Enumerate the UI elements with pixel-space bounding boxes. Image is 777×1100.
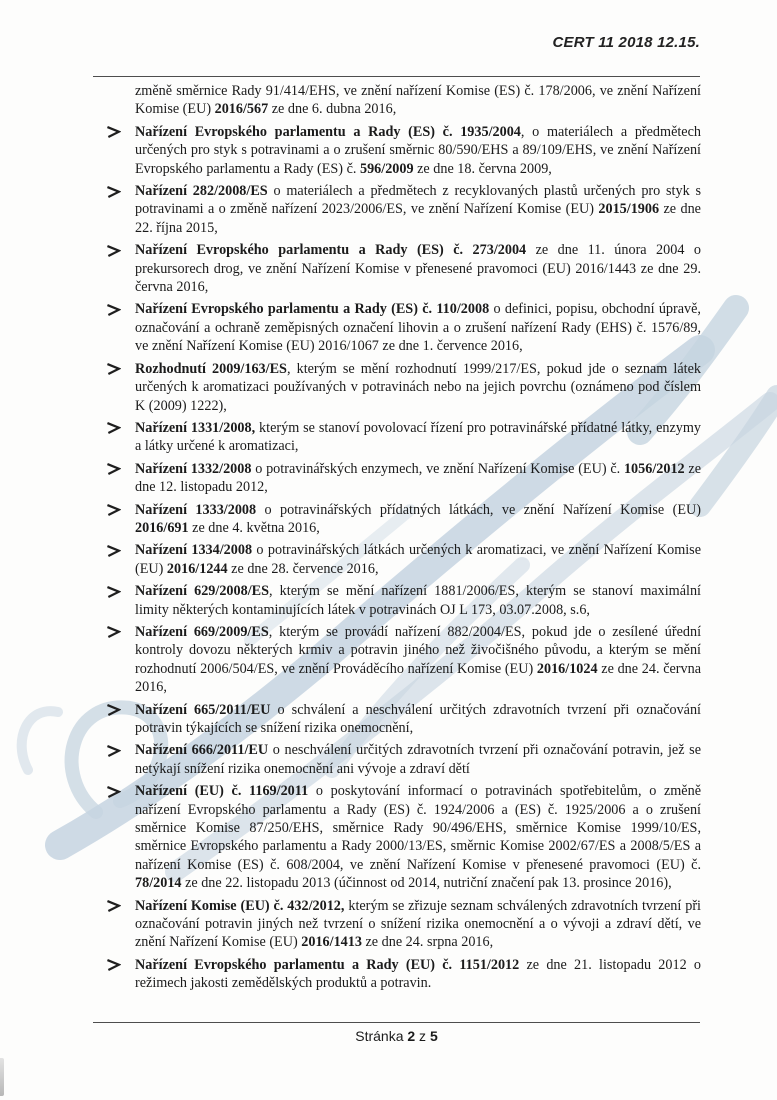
regulation-number-bold: Nařízení Evropského parlamentu a Rady (ES) č. 273/2004: [135, 242, 527, 259]
list-item: [135, 182, 701, 237]
regulation-text: o potravinářských enzymech, ve znění Nařízení Komise (EU) č.: [251, 460, 624, 477]
regulation-text: kterým se stanoví povolovací řízení pro potravinářské přídatné látky, enzymy a látky určené k aromatizaci,: [135, 419, 701, 455]
regulation-number-bold: Nařízení Evropského parlamentu a Rady (ES) č. 110/2008: [135, 301, 490, 318]
list-item: [135, 501, 701, 538]
regulation-text: , kterým se mění nařízení 1881/2006/ES, kterým se stanoví maximální limity některých kontaminujících látek v potravinách OJ L 173, 03.07.2008, s.6,: [135, 583, 701, 618]
list-item: [135, 419, 701, 456]
regulation-number-bold: Nařízení 1334/2008: [135, 542, 253, 559]
arrow-bullet-icon: [106, 462, 121, 476]
regulation-text: o materiálech a předmětech z recyklovaných plastů určených pro styk s potravinami a o změně nařízení 2023/2006/ES, ve znění Nařízení Komise (EU): [135, 183, 701, 218]
arrow-bullet-icon: [106, 544, 121, 558]
regulation-text: ze dne 24. června 2016,: [135, 660, 701, 696]
regulation-text: ze dne 4. května 2016,: [188, 519, 320, 536]
list-item: [135, 782, 701, 892]
arrow-bullet-icon: [106, 185, 121, 199]
list-item: [135, 701, 701, 738]
list-item: [135, 460, 701, 497]
regulation-text: Stránka: [355, 1028, 408, 1044]
arrow-bullet-icon: [106, 899, 121, 913]
list-item: [135, 241, 701, 296]
regulation-number-bold: 2016/1413: [301, 934, 362, 951]
arrow-bullet-icon: [106, 303, 121, 317]
regulation-number-bold: 5: [429, 1028, 438, 1044]
regulation-text: , kterým se mění rozhodnutí 1999/217/ES, pokud jde o seznam látek určených k aromatizaci používaných v potravinách nebo na jejich povrchu (oznámeno pod číslem K (2009) 1222),: [135, 360, 701, 414]
list-item: [135, 541, 701, 578]
regulation-text: ze dne 6. dubna 2016,: [268, 101, 397, 118]
arrow-bullet-icon: [106, 503, 121, 517]
regulation-number-bold: Nařízení 629/2008/ES: [135, 583, 270, 600]
arrow-bullet-icon: [106, 244, 121, 258]
regulation-number-bold: 78/2014: [135, 875, 182, 892]
list-item: [135, 741, 701, 778]
regulation-number-bold: Nařízení 1331/2008,: [135, 419, 256, 436]
regulation-number-bold: 2: [407, 1028, 416, 1044]
regulation-text: o potravinářských látkách určených k aromatizaci, ve znění Nařízení Komise (EU): [135, 542, 701, 577]
regulation-text: o definici, popisu, obchodní úpravě, označování a ochraně zeměpisných označení lihovin a o zrušení nařízení Rady (EHS) č. 1576/89, ve znění Nařízení Komise (EU) 2016/1067 ze dne 1. července 2016,: [135, 301, 701, 355]
regulation-text: kterým se zřizuje seznam schválených zdravotních tvrzení při označování potravin jiných než tvrzení o snížení rizika onemocnění a o vývoji a zdraví dětí, ve znění Nařízení Komise (EU): [135, 897, 701, 951]
regulation-number-bold: Nařízení 1333/2008: [135, 501, 257, 518]
document-code: CERT 11 2018 12.15.: [552, 34, 700, 51]
regulation-number-bold: Nařízení 1332/2008: [135, 460, 252, 477]
arrow-bullet-icon: [106, 362, 121, 376]
regulation-number-bold: 596/2009: [359, 160, 414, 177]
regulation-number-bold: Nařízení 666/2011/EU: [135, 742, 269, 759]
regulation-number-bold: Nařízení Evropského parlamentu a Rady (ES) č. 1935/2004: [135, 123, 521, 140]
regulation-list: [135, 82, 701, 997]
regulation-number-bold: 1056/2012: [623, 460, 685, 477]
regulation-number-bold: 2016/691: [135, 519, 189, 536]
regulation-number-bold: 2015/1906: [598, 201, 660, 218]
regulation-number-bold: Nařízení Evropského parlamentu a Rady (EU) č. 1151/2012: [135, 956, 520, 973]
continuation-paragraph: [135, 82, 701, 119]
arrow-bullet-icon: [106, 785, 121, 799]
scan-artifact: [0, 1058, 4, 1096]
list-item: [135, 360, 701, 415]
regulation-text: ze dne 11. února 2004 o prekursorech drog, ve znění Nařízení Komise v přenesené pravomoci (EU) 2016/1443 ze dne 29. června 2016,: [135, 242, 701, 296]
regulation-text: o poskytování informací o potravinách spotřebitelům, o změně nařízení Evropského parlamentu a Rady (ES) č. 1924/2006 a (ES) č. 1925/2006 a o zrušení směrnice Komise 87/250/EHS, směrnice Rady 90/496/EHS, směrnice Komise 1999/10/ES, směrnice Evropského parlamentu a Rady 2000/13/ES, směrnic Komise 2002/67/ES a 2008/5/ES a nařízení Komise (ES) č. 608/2004, ve znění Nařízení Komise v přenesené pravomoci (EU) č.: [135, 783, 701, 873]
regulation-number-bold: Nařízení Komise (EU) č. 432/2012,: [135, 897, 345, 914]
regulation-number-bold: 2016/1024: [536, 660, 598, 677]
list-item: [135, 956, 701, 993]
regulation-number-bold: Rozhodnutí 2009/163/ES: [135, 360, 287, 377]
arrow-bullet-icon: [106, 585, 121, 599]
regulation-text: ze dne 28. července 2016,: [227, 560, 379, 577]
regulation-text: o neschválení určitých zdravotních tvrzení při označování potravin, jež se netýkají snížení rizika onemocnění ani vývoje a zdraví dětí: [135, 742, 701, 777]
regulation-number-bold: 2016/567: [214, 101, 269, 118]
regulation-text: ze dne 21. listopadu 2012 o režimech jakosti zemědělských produktů a potravin.: [135, 956, 701, 992]
footer-divider: [93, 1022, 700, 1023]
regulation-text: , o materiálech a předmětech určených pro styk s potravinami a o zrušení směrnic 80/590/EHS a 89/109/EHS, ve znění Nařízení Evropského parlamentu a Rady (ES) č.: [135, 123, 701, 177]
regulation-text: ze dne 22. října 2015,: [135, 201, 701, 236]
list-item: [135, 123, 701, 178]
regulation-text: ze dne 22. listopadu 2013 (účinnost od 2014, nutriční značení pak 13. prosince 2016),: [181, 875, 672, 892]
regulation-text: ze dne 24. srpna 2016,: [361, 934, 494, 951]
list-item: [135, 300, 701, 355]
arrow-bullet-icon: [106, 703, 121, 717]
regulation-number-bold: Nařízení 282/2008/ES: [135, 183, 268, 200]
regulation-text: změně směrnice Rady 91/414/EHS, ve znění nařízení Komise (ES) č. 178/2006, ve znění Nařízení Komise (EU): [135, 83, 701, 118]
arrow-bullet-icon: [106, 958, 121, 972]
list-item: [135, 582, 701, 619]
regulation-text: o schválení a neschválení určitých zdravotních tvrzení při označování potravin týkajících se snížení rizika onemocnění,: [135, 701, 701, 736]
regulation-text: ze dne 12. listopadu 2012,: [135, 460, 701, 496]
regulation-number-bold: 2016/1244: [166, 560, 228, 577]
list-item: [135, 623, 701, 697]
page-number: [93, 1028, 700, 1044]
arrow-bullet-icon: [106, 125, 121, 139]
arrow-bullet-icon: [106, 421, 121, 435]
list-item: [135, 897, 701, 952]
arrow-bullet-icon: [106, 744, 121, 758]
header-divider: [93, 76, 700, 77]
regulation-text: , kterým se provádí nařízení 882/2004/ES, pokud jde o zesílené úřední kontroly dovozu některých krmiv a potravin jiného než živočišného původu, a kterým se mění rozhodnutí 2006/504/ES, ve znění Prováděcího nařízení Komise (EU): [135, 623, 702, 677]
regulation-number-bold: Nařízení 665/2011/EU: [135, 701, 271, 718]
regulation-text: o potravinářských přídatných látkách, ve znění Nařízení Komise (EU): [256, 501, 702, 518]
regulation-text: ze dne 18. června 2009,: [413, 160, 552, 177]
regulation-text: z: [415, 1028, 430, 1044]
arrow-bullet-icon: [106, 625, 121, 639]
regulation-number-bold: Nařízení 669/2009/ES: [135, 623, 269, 640]
regulation-number-bold: Nařízení (EU) č. 1169/2011: [135, 783, 309, 800]
